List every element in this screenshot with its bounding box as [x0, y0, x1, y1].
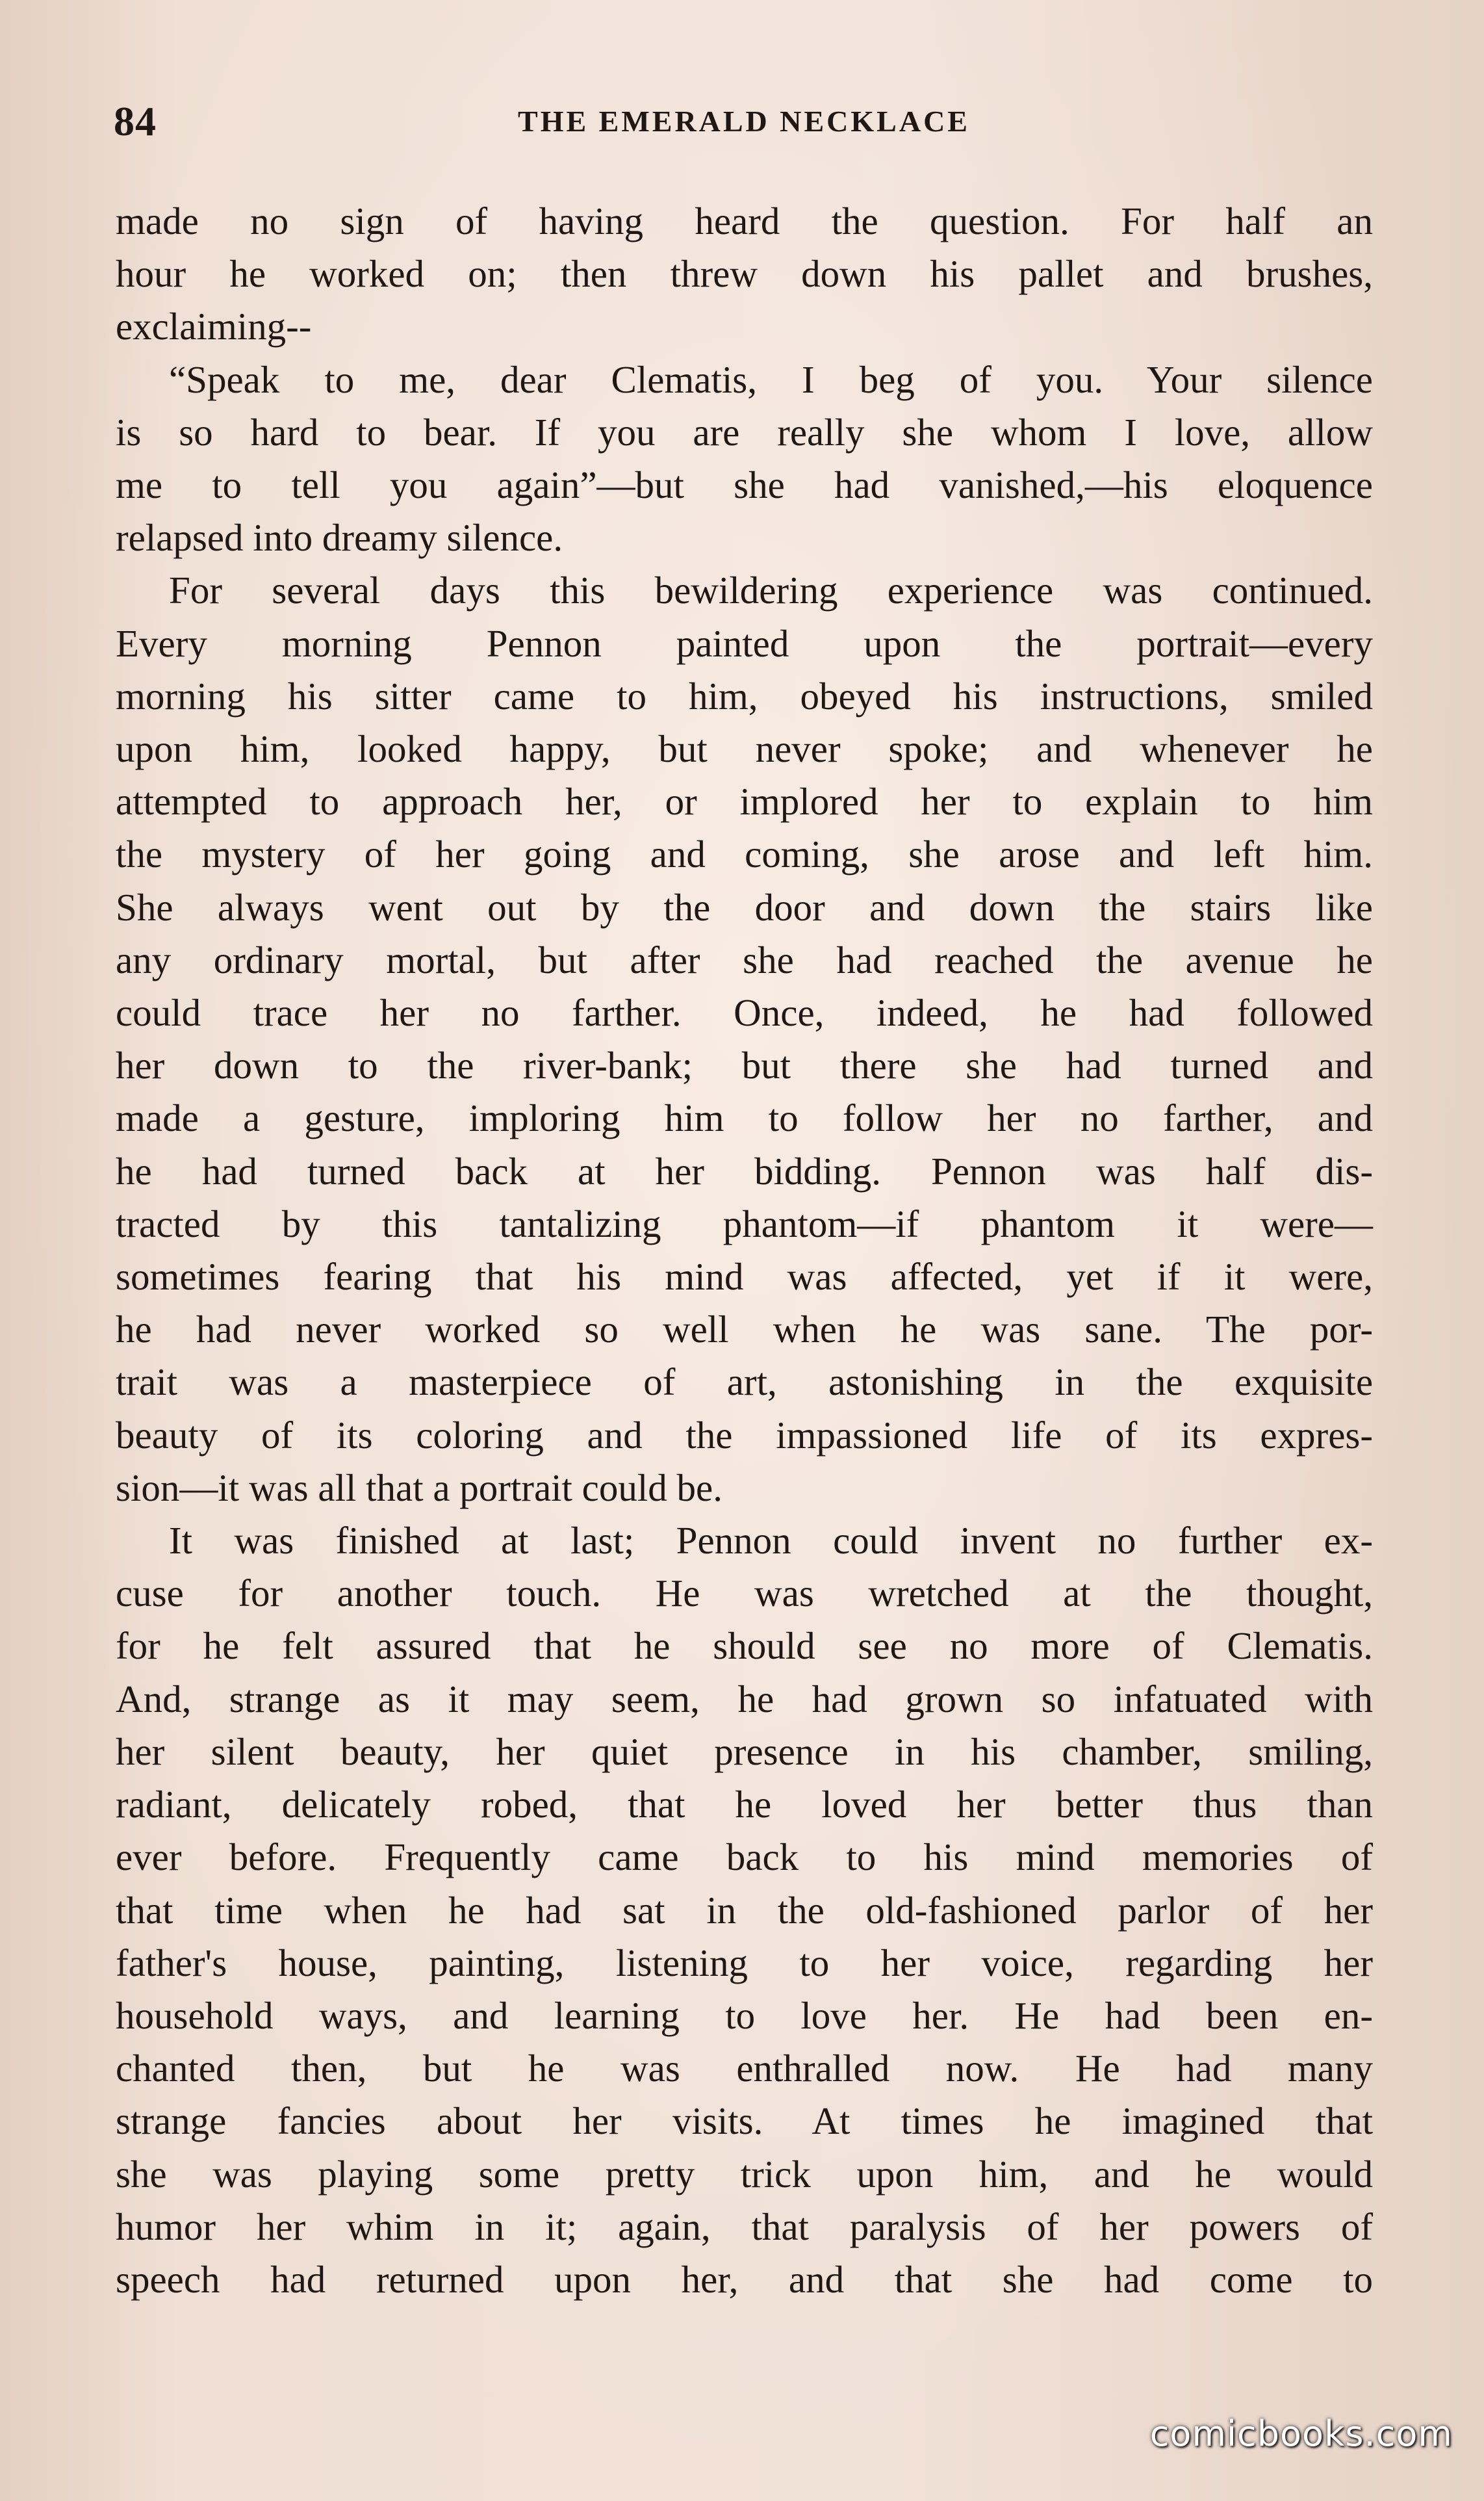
- text-line: for he felt assured that he should see no more of Clematis.: [116, 1624, 1373, 1668]
- page-header: [114, 97, 1374, 156]
- text-line: any ordinary mortal, but after she had reached the avenue he: [116, 938, 1373, 981]
- text-line: that time when he had sat in the old-fashioned parlor of her: [116, 1888, 1373, 1932]
- text-line: For several days this bewildering experience was continued.: [169, 569, 1373, 612]
- text-line: tracted by this tantalizing phantom—if phantom it were—: [116, 1202, 1373, 1245]
- text-line: relapsed into dreamy silence.: [116, 516, 563, 560]
- text-line: he had never worked so well when he was sane. The por-: [116, 1308, 1373, 1351]
- text-line: ever before. Frequently came back to his mind memories of: [116, 1835, 1373, 1879]
- text-line: made no sign of having heard the question. For half an: [116, 200, 1373, 242]
- text-line: attempted to approach her, or implored her to explain to him: [116, 780, 1373, 823]
- text-line: is so hard to bear. If you are really she whom I love, allow: [116, 410, 1373, 454]
- text-line: She always went out by the door and down the stairs like: [116, 885, 1373, 929]
- text-line: household ways, and learning to love her. He had been en-: [116, 1993, 1373, 2037]
- text-line: “Speak to me, dear Clematis, I beg of you. Your silence: [169, 357, 1373, 401]
- text-line: radiant, delicately robed, that he loved her better thus than: [116, 1783, 1373, 1826]
- text-line: And, strange as it may seem, he had grown so infatuated with: [116, 1677, 1373, 1720]
- page-number: 84: [114, 98, 157, 144]
- text-line: her silent beauty, her quiet presence in his chamber, smiling,: [116, 1730, 1373, 1773]
- text-line: he had turned back at her bidding. Pennon was half dis-: [116, 1149, 1373, 1193]
- text-line: sion—it was all that a portrait could be.: [116, 1466, 723, 1509]
- text-line: hour he worked on; then threw down his pallet and brushes,: [116, 252, 1373, 296]
- text-line: the mystery of her going and coming, she arose and left him.: [116, 833, 1373, 876]
- text-line: trait was a masterpiece of art, astonishing in the exquisite: [116, 1360, 1373, 1404]
- text-line: could trace her no farther. Once, indeed, he had followed: [116, 991, 1373, 1035]
- text-line: Every morning Pennon painted upon the portrait—every: [116, 621, 1373, 665]
- text-line: cuse for another touch. He was wretched at the thought,: [116, 1572, 1373, 1615]
- text-line: her down to the river-bank; but there she had turned and: [116, 1044, 1373, 1087]
- text-line: strange fancies about her visits. At times he imagined that: [116, 2099, 1373, 2143]
- text-line: she was playing some pretty trick upon him, and he would: [116, 2152, 1373, 2196]
- text-line: me to tell you again”—but she had vanished,—his eloquence: [116, 463, 1373, 507]
- text-line: morning his sitter came to him, obeyed his instructions, smiled: [116, 674, 1373, 718]
- text-line: speech had returned upon her, and that she had come to: [116, 2257, 1373, 2301]
- text-line: It was finished at last; Pennon could invent no further ex-: [169, 1519, 1373, 1562]
- text-line: beauty of its coloring and the impassioned life of its expres-: [116, 1413, 1373, 1457]
- text-line: exclaiming--: [116, 305, 312, 348]
- text-line: upon him, looked happy, but never spoke; and whenever he: [116, 727, 1373, 771]
- text-line: sometimes fearing that his mind was affected, yet if it were,: [116, 1255, 1373, 1299]
- running-head: THE EMERALD NECKLACE: [518, 105, 970, 138]
- watermark: comicbooks.com: [1149, 2413, 1453, 2454]
- text-line: chanted then, but he was enthralled now. He had many: [116, 2047, 1373, 2090]
- text-line: humor her whim in it; again, that paralysis of her powers of: [116, 2205, 1373, 2248]
- body-text: [116, 195, 1373, 2306]
- text-line: made a gesture, imploring him to follow her no farther, and: [116, 1096, 1373, 1140]
- text-line: father's house, painting, listening to her voice, regarding her: [116, 1941, 1373, 1984]
